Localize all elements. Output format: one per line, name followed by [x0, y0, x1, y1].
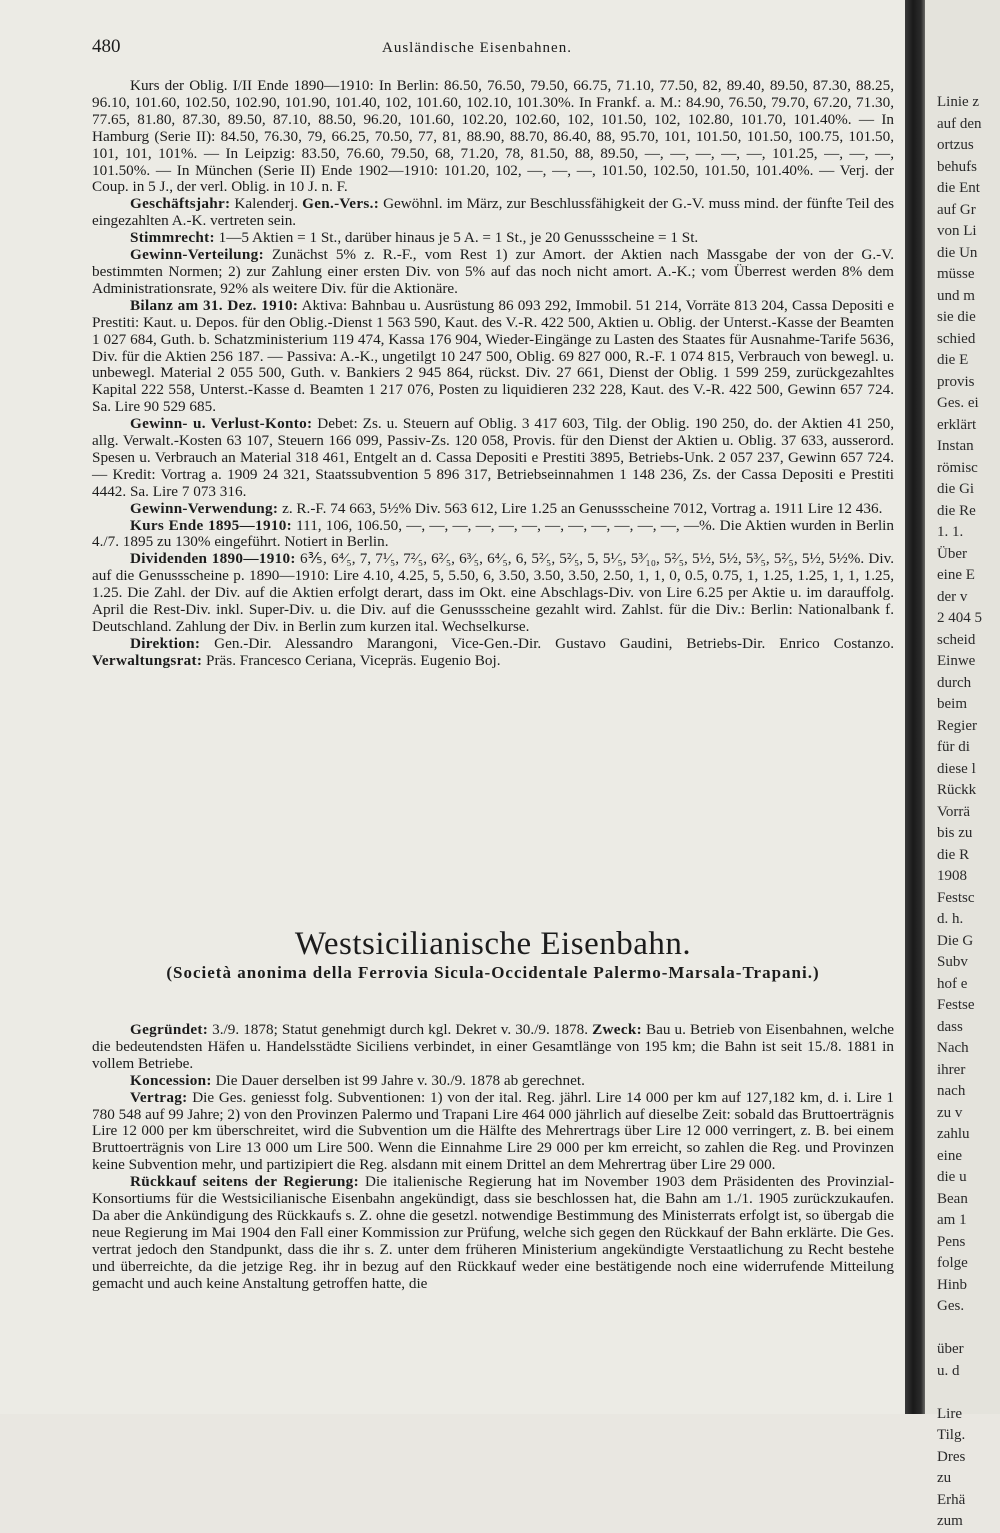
konzession-label: Koncession:: [130, 1071, 212, 1089]
right-page-line: die Gi: [937, 481, 975, 497]
gewinnverteilung-label: Gewinn-Verteilung:: [130, 246, 264, 264]
right-page-line: Lire: [937, 1405, 962, 1422]
vertrag-paragraph: [92, 1090, 894, 1175]
bilanz-label: Bilanz am 31. Dez. 1910:: [130, 296, 299, 314]
right-page-line: eine: [937, 1147, 962, 1164]
stimmrecht-text: 1—5 Aktien = 1 St., darüber hinaus je 5 A. = 1 St., je 20 Genussscheine = 1 St.: [218, 229, 699, 247]
gegruendet-paragraph: [92, 1022, 894, 1073]
right-page-line: ortzus: [937, 137, 974, 153]
right-page-line: schied: [937, 330, 976, 347]
right-page-line: Hinb: [937, 1276, 967, 1293]
zweck-label: Zweck:: [592, 1021, 642, 1038]
right-page-line: u. d: [937, 1362, 960, 1379]
direktion-text: Gen.-Dir. Alessandro Marangoni, Vice-Gen.-Dir. Gustavo Gaudini, Betriebs-Dir. Enrico Costanzo.: [214, 634, 894, 652]
verwendung-text: z. R.-F. 74 663, 5½% Div. 563 612, Lire 1.25 an Genussscheine 7012, Vortrag a. 1911 Lire 12 436.: [282, 499, 883, 517]
right-page-line: die R: [937, 846, 970, 863]
section-subtitle: (Società anonima della Ferrovia Sicula-Occidentale Palermo-Marsala-Trapani.): [166, 963, 820, 982]
right-page-line: Linie z: [937, 94, 980, 110]
right-page-line: behufs: [937, 158, 977, 175]
stimmrecht-paragraph: [92, 230, 894, 247]
right-page-line: die E: [937, 352, 969, 368]
vertrag-text: Die Ges. geniesst folg. Subventionen: 1) von der ital. Reg. jährl. Lire 14 000 per km auf 127,182 km, d. i. Lire 1 780 548 auf 99 Jahre; 2) von den Provinzen Palermo und Trapani Lire 464 000 jährlich auf dieselbe Zeit: sobald das Bruttoerträgnis Lire 12 000 per km überschreitet, wird die Subvention um die Hälfte des Mehrertrags über Lire 12 000 verringert, z. B. bei einem Bruttoerträgnis von Lire 13 000 um Lire 500. Wenn die Einnahme Lire 29 000 per km erreicht, so zahlen die Reg. und Provinzen keine Subvention mehr, und partizipiert die Reg. alsdann mit einem Drittel an dem Mehrertrag über Lire 29 000.: [92, 1088, 894, 1174]
right-page-fragment: [925, 0, 1000, 1529]
right-page-line: zu: [937, 1470, 952, 1486]
right-page-line: dass: [937, 1018, 963, 1035]
right-page-line: Rückk: [937, 782, 977, 798]
right-page-line: Regier: [937, 717, 977, 734]
running-head: Ausländische Eisenbahnen.: [382, 40, 572, 56]
right-page-line: hof e: [937, 975, 968, 992]
right-page-line: beim: [937, 696, 967, 712]
right-page-line: Nach: [937, 1040, 969, 1056]
right-page-line: Festse: [937, 997, 975, 1013]
genvers-text: Gewöhnl. im März, zur Beschlussfähigkeit der G.-V. muss mind. der fünfte Teil des eingezahlten A.-K. vertreten sein.: [92, 195, 894, 230]
right-page-line: auf den: [937, 115, 982, 132]
right-page-line: erklärt: [937, 416, 977, 433]
section-2-heading: [92, 926, 894, 982]
dividenden-label: Dividenden 1890—1910:: [130, 550, 296, 568]
gewinnverteilung-text: Zunächst 5% z. R.-F., vom Rest 1) zur Amort. der Aktien nach Massgabe der von der G.-V. bestimmten Normen; 2) zur Zahlung einer ersten Div. von 5% auf das noch nicht amort. A.-K.; vom Überrest werden 8% dem Administrationsrate, 92% als weitere Div. für die Aktionäre.: [92, 246, 895, 297]
page-number: 480: [92, 36, 121, 57]
right-page-line: 1908: [937, 868, 967, 884]
direktion-paragraph: [92, 636, 894, 670]
right-page-line: die Ent: [937, 180, 980, 196]
right-page-line: Ges.: [937, 1298, 965, 1314]
right-page-line: von Li: [937, 223, 977, 239]
geschaeftsjahr-paragraph: [92, 196, 894, 230]
right-page-line: ihrer: [937, 1061, 966, 1078]
book-gutter: [905, 0, 925, 1414]
right-page-line: folge: [937, 1255, 968, 1271]
right-page-line: Vorrä: [937, 803, 971, 820]
right-page-line: diese l: [937, 760, 976, 777]
konzession-text: Die Dauer derselben ist 99 Jahre v. 30./9. 1878 ab gerechnet.: [215, 1071, 585, 1089]
rueckkauf-text: Die italienische Regierung hat im November 1903 dem Präsidenten des Provinzial-Konsortiums für die Westsicilianische Eisenbahn angekündigt, dass sie beschlossen hat, die Bahn am 1./1. 1905 zurückzukaufen. Da aber die Ankündigung des Rückkaufs s. Z. ohne die gesetzl. notwendige Bestimmung des Ministerrats erfolgt ist, so übergab die neue Regierung im Mai 1904 den Fall einer Kommission zur Prüfung, welche sich gegen den Rückkauf der Bahn erklärte. Die Ges. vertrat jedoch den Standpunkt, dass die ihr s. Z. unter dem früheren Ministerium angekündigte Verstaatlichung zu Recht bestehe und überreichte, da die jetzige Reg. ihr in bezug auf den Rückkauf weder eine bestätigende noch eine widerrufende Mitteilung gemacht und auch keine Anstaltung getroffen hatte, die: [92, 1173, 895, 1292]
right-page-line: eine E: [937, 567, 975, 583]
right-page-line: 1. 1.: [937, 524, 964, 540]
konzession-paragraph: [92, 1073, 894, 1090]
guv-label: Gewinn- u. Verlust-Konto:: [130, 415, 313, 433]
right-page-line: Festsc: [937, 889, 975, 906]
kurs-text: Kurs der Oblig. I/II Ende 1890—1910: In Berlin: 86.50, 76.50, 79.50, 66.75, 71.10, 77.50, 82, 89.40, 89.50, 87.30, 88.25, 96.10, 101.60, 102.50, 102.90, 101.90, 101.40, 102, 101.60, 102.10, 101.30%. In Frankf. a. M.: 84.90, 76.50, 79.70, 67.20, 71.30, 77.65, 81.80, 87.30, 89.50, 87.10, 88.50, 96.20, 101.60, 102.20, 102.60, 102, 101.50, 102, 102.80, 101.70, 101.40%. — In Hamburg (Serie II): 84.50, 76.30, 79, 66.25, 70.50, 77, 81, 88.90, 88.70, 86.40, 88, 95.70, 101, 101.50, 101.50, 100.75, 101.50, 101, 101, 101%. — In Leipzig: 83.50, 76.60, 79.50, 68, 71.20, 78, 81.50, 88, 89.50, —, —, —, —, —, 101.25, —, —, —, 101.50%. — In München (Serie II) Ende 1902—1910: 101.20, 102, —, —, —, 101.50, 102.50, 101.50, 101.40%. — Verj. der Coup. in 5 J., der verl. Oblig. in 10 J. n. F.: [92, 77, 894, 196]
vertrag-label: Vertrag:: [130, 1088, 188, 1106]
bilanz-text: Aktiva: Bahnbau u. Ausrüstung 86 093 292, Immobil. 51 214, Vorräte 813 204, Cassa Depositi e Prestiti: Kaut. u. Depos. für den Oblig.-Dienst 1 563 590, Kaut. des V.-R. 422 500, Aktien u. Oblig. der Unterst.-Kasse der Beamten 1 027 684, Guth. b. Schatzministerium 119 474, Kassa 176 904, Wieder-Eingänge zu Lasten des Staates für Ausnahme-Tarife 5636, Div. für die Aktien 256 187. — Passiva: A.-K., ungetilgt 10 247 500, Oblig. 69 827 000, R.-F. 1 074 815, Verbrauch von bewegl. u. unbewegl. Material 2 055 500, Guth. v. Bankiers 2 945 864, rückst. Div. 27 661, Dienst der Oblig. 1 599 259, zurückgezahltes Kapital 222 558, Unterst.-Kasse d. Beamten 1 217 076, Posten zu liquidieren 232 228, Kaut. des V.-R. 422 500, Gewinn 657 724. Sa. Lire 90 529 685.: [92, 296, 894, 416]
right-page-line: der v: [937, 588, 968, 605]
geschaeftsjahr-text: Kalenderj.: [234, 195, 299, 213]
right-page-line: Über: [937, 545, 967, 562]
right-page-line: [925, 1318, 1000, 1340]
right-page-line: Erhä: [937, 1491, 966, 1508]
right-page-line: Bean: [937, 1190, 968, 1207]
right-page-line: bis zu: [937, 825, 973, 841]
rueckkauf-paragraph: [92, 1174, 894, 1292]
section-1: [92, 78, 894, 670]
right-page-line: zu v: [937, 1104, 963, 1121]
direktion-label: Direktion:: [130, 634, 201, 652]
section-title: Westsicilianische Eisenbahn.: [294, 926, 692, 962]
right-page-line: sie die: [937, 309, 976, 325]
right-page-line: Einwe: [937, 653, 976, 669]
rueckkauf-label: Rückkauf seitens der Regierung:: [130, 1173, 359, 1191]
right-page-line: provis: [937, 373, 975, 390]
section-2: [92, 1022, 894, 1293]
stimmrecht-label: Stimmrecht:: [130, 229, 215, 247]
right-page-line: Die G: [937, 932, 974, 949]
verwaltungsrat-label: Verwaltungsrat:: [92, 651, 203, 669]
right-page-line: Instan: [937, 438, 974, 454]
kurs-ende-label: Kurs Ende 1895—1910:: [130, 516, 292, 534]
right-page-line: die Re: [937, 502, 976, 519]
right-page-line: und m: [937, 287, 975, 304]
right-page-line: über: [937, 1341, 964, 1357]
gewinnverteilung-paragraph: [92, 247, 894, 298]
right-page-line: zum: [937, 1513, 963, 1529]
guv-text: Debet: Zs. u. Steuern auf Oblig. 3 417 603, Tilg. der Oblig. 190 250, do. der Aktien 41 250, allg. Verwalt.-Kosten 63 107, Steuern 166 099, Passiv-Zs. 120 058, Provis. für den Dienst der Aktien u. Oblig. 37 633, ausserord. Spesen u. Verbrauch an Material 318 461, Entgelt an d. Cassa Depositi e Prestiti 3895, Betriebs-Unk. 2 057 237, Gewinn 657 724. — Kredit: Vortrag a. 1909 24 321, Staatssubvention 5 896 317, Betriebseinnahmen 1 148 236, Zs. der Cassa Depositi e Prestiti 4442. Sa. Lire 7 073 316.: [92, 415, 894, 500]
kurs-ende-paragraph: [92, 518, 894, 552]
right-page-line: [925, 1382, 1000, 1404]
verwaltungsrat-text: Präs. Francesco Ceriana, Vicepräs. Eugenio Boj.: [206, 651, 501, 669]
geschaeftsjahr-label: Geschäftsjahr:: [130, 195, 231, 213]
right-page-line: Tilg.: [937, 1427, 966, 1443]
gegruendet-text: 3./9. 1878; Statut genehmigt durch kgl. Dekret v. 30./9. 1878.: [212, 1021, 589, 1038]
right-page-spacer: [925, 0, 1000, 92]
right-page-line: Subv: [937, 954, 968, 970]
right-page-line: für di: [937, 739, 970, 755]
dividenden-paragraph: [92, 551, 894, 636]
right-page-line: am 1: [937, 1212, 967, 1228]
right-page-line: auf Gr: [937, 201, 976, 218]
kurs-ende-text: 111, 106, 106.50, —, —, —, —, —, —, —, —, —, —, —, —, —%. Die Aktien wurden in Berlin 4./7. 1895 zu 130% eingeführt. Notiert in Berlin.: [92, 516, 894, 551]
dividenden-text: 6⅗, 6⁴⁄₅, 7, 7¹⁄₅, 7²⁄₅, 6²⁄₅, 6³⁄₅, 6⁴⁄₅, 6, 5²⁄₅, 5²⁄₅, 5, 5¹⁄₅, 5³⁄₁₀, 5²⁄₅, 5½, 5½, 5³⁄₅, 5²⁄₅, 5½, 5½%. Div. auf die Genussscheine p. 1890—1910: Lire 4.10, 4.25, 5, 5.50, 6, 3.50, 3.50, 3.50, 2.50, 1, 1, 0, 0.5, 0.75, 1, 1.25, 1.25, 1, 1, 1.25, 1.25. Die Zahl. der Div. auf die Aktien erfolgt derart, dass im Okt. eine Abschlags-Div. von Lire 6.25 per Aktie u. im darauffolg. April die Rest-Div. inkl. Super-Div. u. die Div. auf die Genussscheine gezahlt wird. Zahlst. für die Div.: Berlin: Nationalbank f. Deutschland. Zahlung der Div. in Berlin zum kurzen ital. Wechselkurse.: [92, 550, 894, 635]
right-page-line: Pens: [937, 1233, 966, 1250]
bilanz-paragraph: [92, 298, 894, 416]
right-page-line: scheid: [937, 631, 976, 648]
verwendung-paragraph: [92, 501, 894, 518]
verwendung-label: Gewinn-Verwendung:: [130, 499, 279, 517]
page-header: [92, 36, 892, 66]
right-page-line: Dres: [937, 1448, 966, 1465]
right-page-line: durch: [937, 674, 972, 691]
right-page-line: d. h.: [937, 911, 964, 927]
gegruendet-label: Gegründet:: [130, 1021, 209, 1038]
kurs-paragraph: [92, 78, 894, 196]
zweck-text: Bau u. Betrieb von Eisenbahnen, welche die bedeutendsten Häfen u. Handelsstädte Siciliens verbindet, in einer Gesamtlänge von 195 km; die Bahn ist seit 15./8. 1881 in vollem Betriebe.: [92, 1021, 895, 1072]
right-page-line: müsse: [937, 266, 975, 282]
right-page-line: zahlu: [937, 1126, 970, 1142]
right-page-line: die Un: [937, 244, 978, 261]
guv-paragraph: [92, 416, 894, 501]
right-page-line: nach: [937, 1083, 966, 1099]
right-page-line: römisc: [937, 459, 978, 476]
right-page-line: die u: [937, 1169, 967, 1185]
right-page-line: 2 404 5: [937, 610, 982, 626]
genvers-label: Gen.-Vers.:: [302, 195, 380, 213]
right-page-line: Ges. ei: [937, 395, 979, 411]
